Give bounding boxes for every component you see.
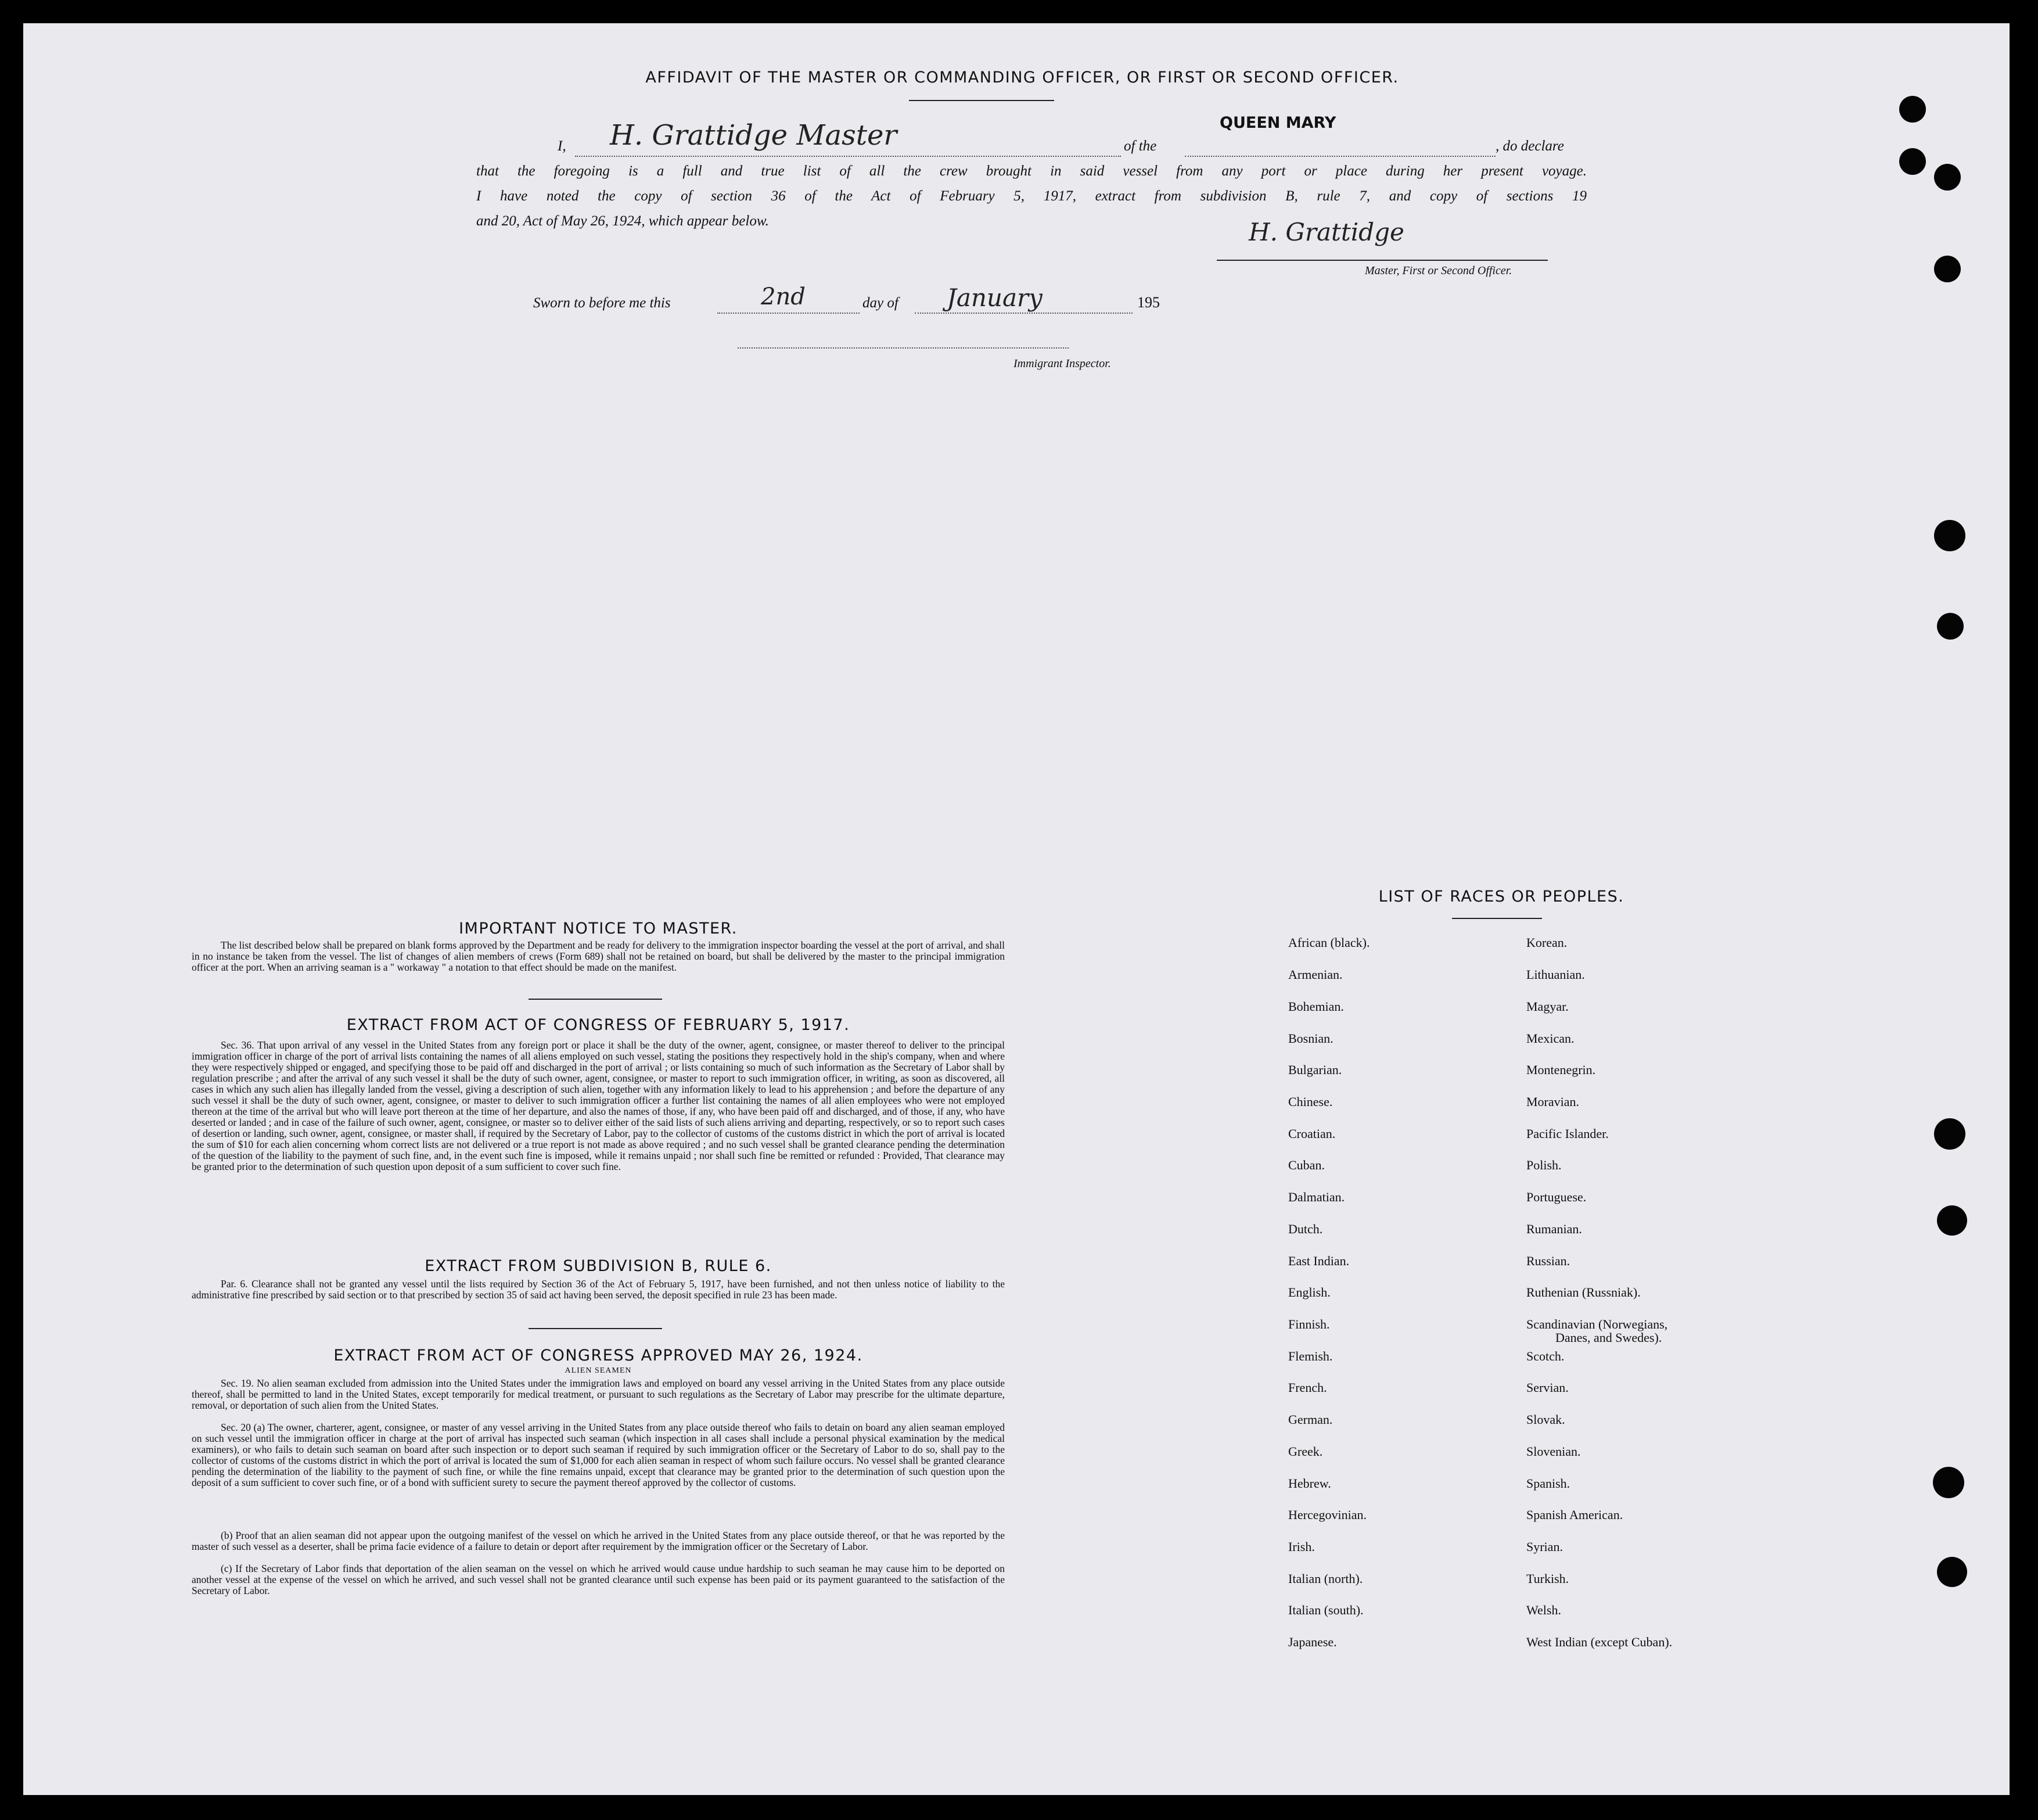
race-item: Lithuanian. [1526,967,1585,982]
alien-seamen-subtitle: ALIEN SEAMEN [565,1366,632,1375]
sworn-month-handwritten: January [947,283,1043,312]
race-item: Cuban. [1288,1158,1325,1172]
race-item: Croatian. [1288,1126,1336,1141]
race-item: Spanish. [1526,1476,1570,1491]
races-divider [1452,918,1542,919]
punch-hole [1937,1557,1967,1587]
race-item: Russian. [1526,1254,1570,1268]
race-item: Korean. [1526,935,1568,950]
sworn-day-handwritten: 2nd [761,283,806,310]
race-item: Portuguese. [1526,1190,1587,1204]
subdivision-text: Par. 6. Clearance shall not be granted any vessel until the lists required by Section 36 of the Act of February 5, 1917, have been furnished, and not then unless notice of liability to the administrative fine prescribed by said section or to that prescribed by section 35 of said act having been served, the deposit specified in rule 23 has been made. [192,1278,1005,1301]
section-20b-text: (b) Proof that an alien seaman did not appear upon the outgoing manifest of the vessel on which he arrived in the United States from any place outside thereof, or that he was reported by the master of such vessel as a deserter, shall be prima facie evidence of a failure to detain or deport after requirement by the immigration officer or the Secretary of Labor. [192,1530,1005,1552]
title-divider [909,100,1054,101]
extract-1924-title: EXTRACT FROM ACT OF CONGRESS APPROVED MAY 26, 1924. [333,1347,863,1365]
section-19-text: Sec. 19. No alien seaman excluded from admission into the United States under the immigration laws and employed on board any vessel arriving in the United States from any place outside thereof, shall be permitted to land in the United States, except temporarily for medical treatment, or pursuant to such regulations as the Secretary of Labor may prescribe for the ultimate departure, removal, or deportation of such alien from the United States. [192,1377,1005,1411]
race-item: Bohemian. [1288,999,1344,1014]
declaration-line-2: that the foregoing is a full and true list of all the crew brought in said vessel from any port or place during her present voyage. [476,163,1587,179]
race-item: Polish. [1526,1158,1562,1172]
race-item: Bulgarian. [1288,1062,1342,1077]
race-item: Syrian. [1526,1539,1563,1554]
race-item: Chinese. [1288,1094,1333,1109]
race-item: Dutch. [1288,1222,1323,1236]
punch-hole [1899,96,1926,123]
vessel-name: QUEEN MARY [1220,114,1336,132]
section-20c-text: (c) If the Secretary of Labor finds that deportation of the alien seaman on the vessel on which he arrived would cause undue hardship to such seaman he may cause him to be deported on another vessel at the expense of the vessel on which he arrived, and such vessel shall not be granted clearance until such expense has been paid or its payment guaranteed to the satisfaction of the Secretary of Labor. [192,1563,1005,1596]
race-item: Scotch. [1526,1349,1565,1363]
signature-line [1217,260,1548,261]
race-item: Slovak. [1526,1412,1565,1427]
declaration-line-4: and 20, Act of May 26, 1924, which appear below. [476,213,769,229]
punch-hole [1934,1118,1965,1150]
race-item: Magyar. [1526,999,1569,1014]
punch-hole [1934,164,1961,191]
race-item-continuation: Danes, and Swedes). [1555,1330,1662,1345]
section-20a-text: Sec. 20 (a) The owner, charterer, agent, consignee, or master of any vessel arriving in the United States from any place outside thereof who fails to detain on board any alien seaman employed on such vessel until the immigration officer in charge at the port of arrival has inspected such seaman (which inspection in all cases shall include a personal physical examination by the medical examiners), or who fails to detain such seaman on board after such inspection or to deport such seaman if required by such immigration officer or the Secretary of Labor to do so, shall pay to the collector of customs of the customs district in which the port of arrival is located the sum of $1,000 for each alien seaman in respect of whom such failure occurs. No vessel shall be granted clearance pending the determination of the liability to the payment of such fine, or while the fine remains unpaid, except that clearance may be granted prior to the determination of such question upon the deposit of a sum sufficient to cover such fine, or of a bond with sufficient surety to secure the payment thereof approved by the collector of customs. [192,1421,1005,1488]
race-item: West Indian (except Cuban). [1526,1635,1673,1649]
punch-hole [1937,613,1964,640]
extract-1917-title: EXTRACT FROM ACT OF CONGRESS OF FEBRUARY 5, 1917. [346,1016,850,1034]
inspector-line [738,347,1069,349]
race-item: Irish. [1288,1539,1315,1554]
extract-1917-text: Sec. 36. That upon arrival of any vessel in the United States from any foreign port or place it shall be the duty of the owner, agent, consignee, or master thereof to deliver to the principal immigration officer in charge of the port of arrival lists containing the names of all aliens employed on such vessel, stating the positions they respectively hold in the ship's company, when and where they were respectively shipped or engaged, and specifying those to be paid off and discharged in the port of arrival ; or lists containing so much of such information as the Secretary of Labor shall by regulation prescribe ; and after the arrival of any such vessel it shall be the duty of such owner, agent, consignee, or master to report to such immigration officer, in writing, as soon as discovered, all cases in which any such alien has illegally landed from the vessel, giving a description of such alien, together with any information likely to lead to his apprehension ; and before the departure of any such vessel it shall be the duty of such owner, agent, consignee, or master to deliver to such immigration officer a further list containing the names of all alien employees who were not employed thereon at the time of the arrival but who will leave port thereon at the time of her departure, and also the names of those, if any, who have been paid off and discharged, and of those, if any, who have deserted or landed ; and in case of the failure of such owner, agent, consignee, or master so to deliver either of the said lists of such aliens arriving and departing, respectively, or so to report such cases of desertion or landing, such owner, agent, consignee, or master shall, if required by the Secretary of Labor, pay to the collector of customs of the customs district in which the port of arrival is located the sum of $10 for each alien concerning whom correct lists are not delivered or a true report is not made as above required ; and no such vessel shall be granted clearance pending the determination of the question of the liability to the payment of such fine, and, in the event such fine is imposed, while it remains unpaid ; nor shall such fine be remitted or refunded : Provided, That clearance may be granted prior to the determination of such question upon deposit of a sum sufficient to cover such fine. [192,1039,1005,1172]
race-item: Montenegrin. [1526,1062,1596,1077]
race-item: African (black). [1288,935,1370,950]
affidavit-title: AFFIDAVIT OF THE MASTER OR COMMANDING OFFICER, OR FIRST OR SECOND OFFICER. [645,69,1399,87]
race-item: Spanish American. [1526,1507,1623,1522]
punch-hole [1934,520,1965,551]
name-line [575,156,1121,157]
races-title: LIST OF RACES OR PEOPLES. [1378,888,1624,906]
race-item: French. [1288,1380,1327,1395]
race-item: Ruthenian (Russniak). [1526,1285,1641,1300]
race-item: Turkish. [1526,1571,1569,1586]
i-label: I, [558,138,566,154]
sworn-day-line [717,313,860,314]
sworn-month-line [915,313,1133,314]
race-item: Japanese. [1288,1635,1337,1649]
master-name-handwritten: H. Grattidge Master [610,119,897,152]
do-declare-label: , do declare [1496,138,1564,154]
notice-text: The list described below shall be prepared on blank forms approved by the Department and be ready for delivery to the immigration inspector boarding the vessel at the port of arrival, and shall in no instance be taken from the vessel. The list of changes of alien members of crews (Form 689) shall not be retained on board, but shall be delivered by the master to the principal immigration officer at the port. When an arriving seaman is a " workaway " a notation to that effect should be made on the manifest. [192,939,1005,973]
race-item: Hebrew. [1288,1476,1331,1491]
punch-hole [1933,1467,1964,1498]
race-item: Italian (north). [1288,1571,1363,1586]
notice-divider [529,999,662,1000]
of-the-label: of the [1124,138,1157,154]
day-of-label: day of [862,295,898,311]
sworn-prefix: Sworn to before me this [533,295,671,311]
race-item: Welsh. [1526,1603,1561,1617]
race-item: Rumanian. [1526,1222,1582,1236]
race-item: Finnish. [1288,1317,1330,1331]
race-item: Flemish. [1288,1349,1333,1363]
punch-hole [1899,148,1926,175]
race-item: Italian (south). [1288,1603,1364,1617]
race-item: English. [1288,1285,1331,1300]
vessel-line [1185,156,1496,157]
race-item: Scandinavian (Norwegians, [1526,1317,1668,1331]
race-item: East Indian. [1288,1254,1350,1268]
declaration-line-3: I have noted the copy of section 36 of the Act of February 5, 1917, extract from subdivision B, rule 7, and copy of sections 19 [476,188,1587,204]
race-item: Dalmatian. [1288,1190,1345,1204]
race-item: Greek. [1288,1444,1323,1459]
subdivision-title: EXTRACT FROM SUBDIVISION B, RULE 6. [425,1257,772,1275]
notice-title: IMPORTANT NOTICE TO MASTER. [459,920,738,938]
punch-hole [1934,256,1961,282]
officer-caption: Master, First or Second Officer. [1365,264,1512,277]
race-item: Servian. [1526,1380,1569,1395]
race-item: German. [1288,1412,1333,1427]
race-item: Mexican. [1526,1031,1575,1046]
subdivision-divider [529,1328,662,1329]
race-item: Hercegovinian. [1288,1507,1367,1522]
race-item: Slovenian. [1526,1444,1581,1459]
punch-hole [1937,1205,1967,1236]
sworn-year: 195 [1137,294,1160,311]
race-item: Pacific Islander. [1526,1126,1609,1141]
race-item: Armenian. [1288,967,1343,982]
officer-signature: H. Grattidge [1249,218,1404,246]
race-item: Moravian. [1526,1094,1580,1109]
race-item: Bosnian. [1288,1031,1333,1046]
inspector-caption: Immigrant Inspector. [1013,357,1111,370]
